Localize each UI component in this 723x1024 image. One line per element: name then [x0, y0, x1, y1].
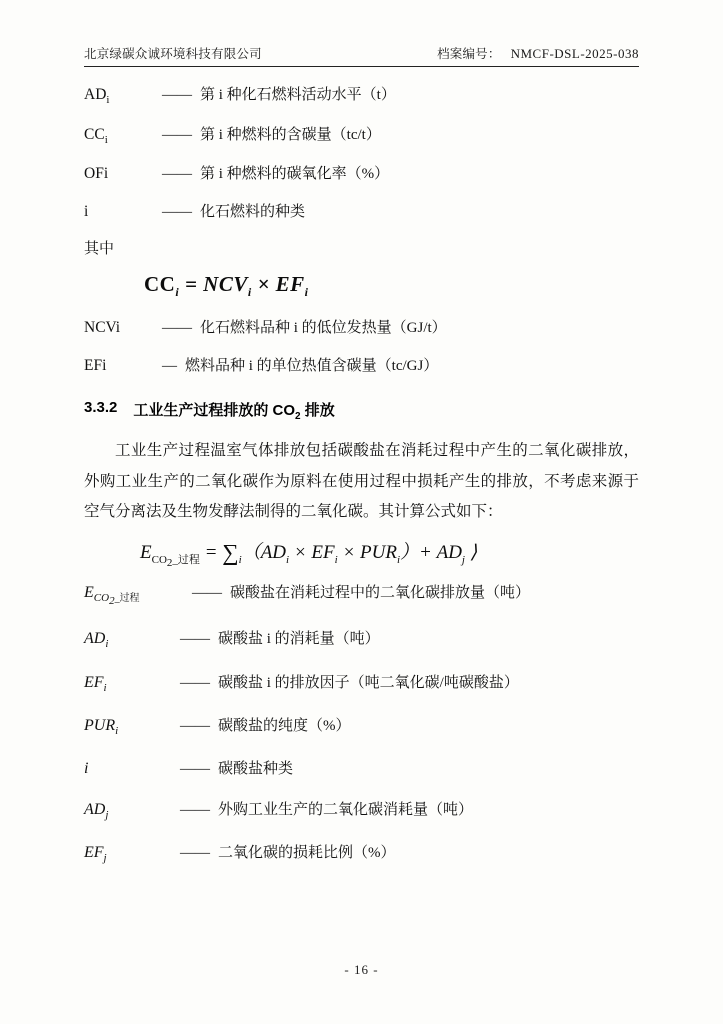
definition-text: 化石燃料品种 i 的低位发热量（GJ/t）: [200, 320, 447, 337]
symbol: $AD_i$: [84, 630, 109, 651]
definition-text: 碳酸盐 i 的消耗量（吨）: [218, 631, 380, 648]
symbol: $CC_i$: [84, 125, 108, 146]
symbol: $EF_i$: [84, 673, 107, 694]
symbol: $EF_j$: [84, 844, 107, 865]
definition-text: 第 i 种化石燃料活动水平（t）: [200, 87, 396, 103]
formula-co2-process: [140, 537, 639, 569]
definition-text: 二氧化碳的损耗比例（%）: [218, 845, 396, 862]
page-number: - 16 -: [344, 962, 379, 977]
dash: ——: [192, 585, 222, 602]
definition-list-1b: [84, 316, 639, 377]
formula-cc: [144, 272, 639, 300]
definition-row: [84, 162, 639, 186]
dash: ——: [180, 631, 210, 648]
body-paragraph: 工业生产过程温室气体排放包括碳酸盐在消耗过程中产生的二氧化碳排放，外购工业生产的二氧化碳作为原料在使用过程中损耗产生的排放，不考虑来源于空气分离法及生物发酵法制得的二氧化碳。其计算公式如下：: [84, 442, 639, 520]
symbol: EFi: [84, 356, 107, 374]
definition-text: 化石燃料的种类: [200, 203, 306, 220]
dash: ——: [162, 87, 192, 103]
archive-info: [437, 44, 639, 62]
definition-row: [84, 581, 639, 607]
dash: ——: [180, 845, 210, 862]
symbol: NCVi: [84, 319, 121, 337]
definition-row: [84, 671, 639, 694]
formula-co2-expression: $E_{CO_2\_过程} = \sum_i(AD_i \times EF_i \times PUR_i)+ AD_j$ ⟩: [140, 540, 478, 570]
formula-cc-expression: $CC_i = NCV_i \times EF_i$: [144, 272, 309, 300]
symbol: OFi: [84, 165, 109, 183]
definition-row: [84, 714, 639, 737]
definition-row: [84, 83, 639, 109]
section-heading: [84, 399, 639, 422]
page-content: [84, 44, 639, 884]
dash: ——: [180, 717, 210, 734]
definition-list-2: [84, 581, 639, 864]
dash: ——: [162, 320, 192, 337]
dash: ——: [162, 203, 192, 220]
definition-text: 碳酸盐 i 的排放因子（吨二氧化碳/吨碳酸盐）: [218, 674, 519, 691]
definition-row: [84, 627, 639, 650]
definition-row: [84, 123, 639, 149]
qizhong-label: 其中: [84, 241, 115, 258]
dash: ——: [162, 126, 192, 143]
section-title: 工业生产过程排放的 $CO_2$ 排放: [133, 402, 335, 423]
dash: ——: [180, 674, 210, 691]
definition-row: [84, 757, 639, 778]
definition-row: [84, 841, 639, 864]
definition-row: [84, 354, 639, 378]
definition-list-1: [84, 83, 639, 223]
definition-row: [84, 200, 639, 224]
symbol: $AD_i$: [84, 86, 110, 107]
definition-text: 燃料品种 i 的单位热值含碳量（tc/GJ）: [185, 357, 439, 374]
definition-text: 碳酸盐在消耗过程中的二氧化碳排放量（吨）: [230, 585, 531, 602]
definition-text: 碳酸盐的纯度（%）: [218, 717, 351, 734]
definition-row: [84, 798, 639, 821]
symbol: i: [84, 202, 89, 220]
company-name: 北京绿碳众诚环境科技有限公司: [84, 47, 262, 61]
dash: ——: [180, 801, 210, 818]
definition-text: 第 i 种燃料的含碳量（tc/t）: [200, 126, 381, 143]
archive-number: NMCF-DSL-2025-038: [510, 46, 639, 61]
dash: —: [162, 357, 177, 374]
symbol: $PUR_i$: [84, 716, 119, 737]
document-header: [84, 44, 639, 67]
symbol: $AD_j$: [84, 800, 109, 822]
definition-row: [84, 316, 639, 340]
symbol: $E_{CO_2\_过程}$: [84, 584, 140, 608]
dash: ——: [162, 166, 192, 183]
dash: ——: [180, 760, 210, 777]
symbol: i: [84, 759, 89, 777]
definition-text: 碳酸盐种类: [218, 760, 294, 777]
archive-label: 档案编号：: [437, 47, 501, 61]
definition-text: 外购工业生产的二氧化碳消耗量（吨）: [218, 801, 474, 818]
section-number: 3.3.2: [84, 399, 118, 417]
definition-text: 第 i 种燃料的碳氧化率（%）: [200, 166, 390, 183]
